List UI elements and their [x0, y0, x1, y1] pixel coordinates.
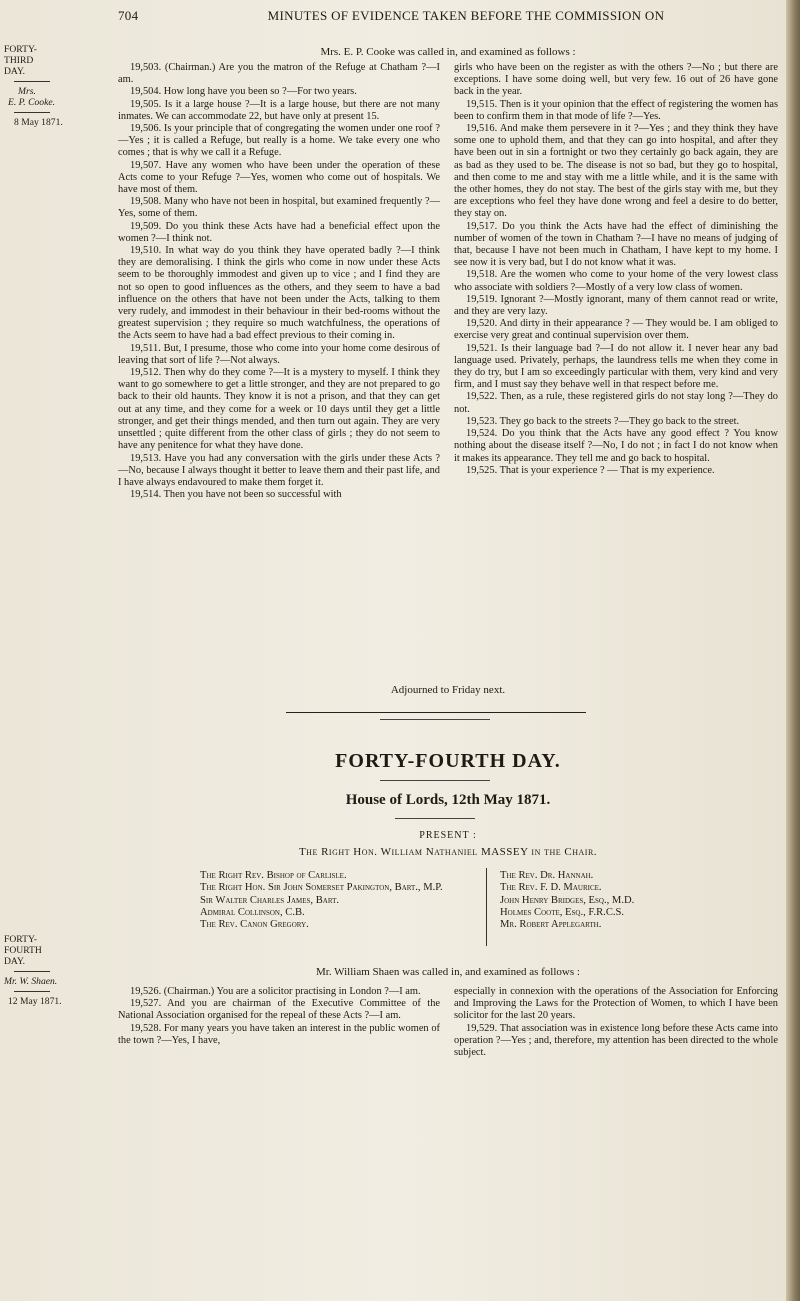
- paragraph: 19,504. How long have you been so ?—For two years.: [130, 86, 357, 98]
- page-edge-shadow: [786, 0, 800, 1301]
- witness-intro: Mr. William Shaen was called in, and examined as follows :: [316, 966, 580, 978]
- paragraph: 19,521. Is their language bad ?—I do not allow it. I never hear any bad language used. Privately, perhaps, the laundress tells me when they come in they do try, but I am so exceedingly particular with them, very kind and very firm, and I must say they behave well in that respect before me.: [454, 342, 778, 391]
- paragraph: 19,520. And dirty in their appearance ? — They would be. I am obliged to exercise very great and continual supervision over them.: [454, 318, 778, 342]
- attendee: Holmes Coote, Esq., F.R.C.S.: [500, 906, 625, 918]
- attendee: The Rev. Canon Gregory.: [200, 919, 309, 931]
- paragraph: 19,529. That association was in existence long before these Acts came into operation ?—Yes ; and, therefore, my attention has been directed to the whole subject.: [454, 1022, 778, 1059]
- paragraph: 19,513. Have you had any conversation with the girls under these Acts ?—No, because I always thought it better to leave them and their past life, and I have always endavoured to make them forget it.: [118, 452, 440, 488]
- paragraph: 19,519. Ignorant ?—Mostly ignorant, many of them cannot read or write, and they are very lazy.: [454, 293, 778, 318]
- margin-date: 12 May 1871.: [8, 996, 62, 1007]
- present-label: PRESENT :: [419, 830, 477, 841]
- heading-rule: [380, 780, 490, 781]
- paragraph: 19,518. Are the women who come to your home of the very lowest class who associate with soldiers ?—Mostly of a very low class of women.: [454, 269, 778, 293]
- paragraph: 19,523. They go back to the streets ?—They go back to the street.: [466, 415, 740, 427]
- paragraph: especially in connexion with the operations of the Association for Enforcing and Improving the Laws for the Protection of Women, to which I have been solicitor for the last 20 years.: [454, 986, 778, 1022]
- witness-intro: Mrs. E. P. Cooke was called in, and examined as follows :: [320, 46, 576, 58]
- paragraph: 19,524. Do you think that the Acts have any good effect ? You know nothing about the disease itself ?—No, I do not ; in fact I do not know when it makes its appearance. They tell me and go back to hospital.: [454, 428, 778, 464]
- paragraph: 19,517. Do you think the Acts have had the effect of diminishing the number of women of the town in Chatham ?—I have no means of judging of that, because I have not been much in Chatham, I have kept to my home. I see now it is very bad, but I do not know what it was.: [454, 220, 778, 269]
- right-column: [454, 62, 778, 477]
- paragraph: 19,522. Then, as a rule, these registered girls do not stay long ?—They do not.: [454, 391, 778, 415]
- paragraph: 19,516. And make them persevere in it ?—Yes ; and they think they have some one to uphold them, and that they can go into hospital, and after they have been out in sin a fortnight or two they certainly go back again, they are as bad as they used to be. The disease is not so bad, but they go to hospital, and then come to me and stay with me a little while, and it is the same with the other homes, they do not stay. The best of the girls stay with me, but they are exceptions who feel they have done wrong and feel a desire to do better, they stay on.: [454, 123, 778, 220]
- session-heading: House of Lords, 12th May 1871.: [345, 792, 551, 808]
- paragraph: 19,526. (Chairman.) You are a solicitor practising in London ?—I am.: [130, 986, 421, 997]
- left-column-2: [118, 986, 440, 1047]
- margin-rule: [14, 81, 50, 82]
- paragraph: 19,512. Then why do they come ?—It is a mystery to myself. I think they want to go somewhere to get a little stronger, and they are not prepared to go back to their old haunts. They know it is not a prison, and that they can get out at any time, and they come for a week or 10 days until they get a little stronger, and get their things mended, and then turn out again. They are very unsettled ; quite different from the other class of girls ; they do not seem to have any penitence for what they have done.: [118, 367, 440, 452]
- running-title: MINUTES OF EVIDENCE TAKEN BEFORE THE COMMISSION ON: [267, 8, 665, 23]
- paragraph: girls who have been on the register as with the others ?—No ; but there are exceptions. I have some doing well, but very few. 16 out of 26 have gone back in the year.: [454, 62, 778, 98]
- margin-rule: [14, 112, 50, 113]
- paragraph: 19,510. In what way do you think they have operated badly ?—I think they are demoralising. I think the girls who come in now under these Acts seem to be thoroughly immodest and given up to vice ; and I find they are not so open to good influences as the others, and they seem to have a bad influence on the others that have not been under the Acts, talking to them very rudely, and immodest in their behaviour in their bed-rooms without the greatest supervision ; they require so much watchfulness, the operations of the Acts seem to have had a bad effect previous to their coming in.: [118, 245, 440, 342]
- margin-rule: [14, 991, 50, 992]
- attendee: Sir Walter Charles James, Bart.: [200, 894, 340, 906]
- left-column: [118, 62, 440, 501]
- day-heading: FORTY-FOURTH DAY.: [335, 750, 561, 772]
- paragraph: 19,515. Then is it your opinion that the effect of registering the women has been to confirm them in that mode of life ?—Yes.: [454, 98, 778, 122]
- attendees-left: [200, 870, 480, 931]
- attendee: Admiral Collinson, C.B.: [200, 906, 305, 918]
- attendee-divider: [486, 868, 487, 946]
- paragraph: 19,503. (Chairman.) Are you the matron of the Refuge at Chatham ?—I am.: [118, 62, 440, 86]
- paragraph: 19,527. And you are chairman of the Executive Committee of the National Association organised for the repeal of these Acts ?—I am.: [118, 998, 440, 1022]
- margin-day: FORTY-FOURTH DAY.: [4, 934, 42, 967]
- margin-witness-title: Mrs.: [18, 86, 36, 97]
- heading-rule: [395, 818, 475, 819]
- attendees-right: [500, 870, 770, 931]
- margin-note-bottom: [4, 934, 84, 1007]
- paragraph: 19,506. Is your principle that of congregating the women under one roof ?—Yes ; it is called a Refuge, but really is a home. We take every one who comes ; that is why we call it a Refuge.: [118, 123, 440, 159]
- margin-witness: E. P. Cooke.: [8, 97, 55, 108]
- paragraph: 19,514. Then you have not been so successful with: [130, 489, 342, 501]
- margin-day: FORTY-THIRD DAY.: [4, 44, 38, 77]
- margin-date: 8 May 1871.: [14, 117, 63, 128]
- margin-note-top: [4, 44, 84, 128]
- attendee: The Rev. Dr. Hannah.: [500, 870, 594, 881]
- paragraph: 19,508. Many who have not been in hospital, but examined frequently ?—Yes, some of them.: [118, 196, 440, 220]
- paragraph: 19,528. For many years you have taken an interest in the public women of the town ?—Yes, I have,: [118, 1022, 440, 1046]
- margin-witness: Mr. W. Shaen.: [4, 976, 58, 987]
- paragraph: 19,509. Do you think these Acts have had a beneficial effect upon the women ?—I think not.: [118, 220, 440, 244]
- paragraph: 19,505. Is it a large house ?—It is a large house, but there are not many inmates. We can accommodate 22, but have only at present 15.: [118, 98, 440, 122]
- right-column-2: [454, 986, 778, 1059]
- attendee: The Right Rev. Bishop of Carlisle.: [200, 870, 347, 881]
- attendee: The Right Hon. Sir John Somerset Pakington, Bart., M.P.: [200, 882, 443, 894]
- paragraph: 19,507. Have any women who have been under the operation of these Acts come to your Refuge ?—Yes, women who come out of hospitals. We have most of them.: [118, 159, 440, 196]
- section-divider: [286, 712, 586, 713]
- attendee: John Henry Bridges, Esq., M.D.: [500, 894, 635, 906]
- section-divider-short: [380, 719, 490, 720]
- attendee: The Rev. F. D. Maurice.: [500, 882, 602, 894]
- paragraph: 19,511. But, I presume, those who come into your home come desirous of leaving that sort of life ?—Not always.: [118, 342, 440, 366]
- paragraph: 19,525. That is your experience ? — That is my experience.: [466, 464, 715, 476]
- chair-line: The Right Hon. William Nathaniel MASSEY in the Chair.: [298, 846, 598, 858]
- attendee: Mr. Robert Applegarth.: [500, 919, 602, 931]
- adjourned-note: Adjourned to Friday next.: [390, 684, 506, 696]
- margin-rule: [14, 971, 50, 972]
- page-number: 704: [118, 8, 139, 23]
